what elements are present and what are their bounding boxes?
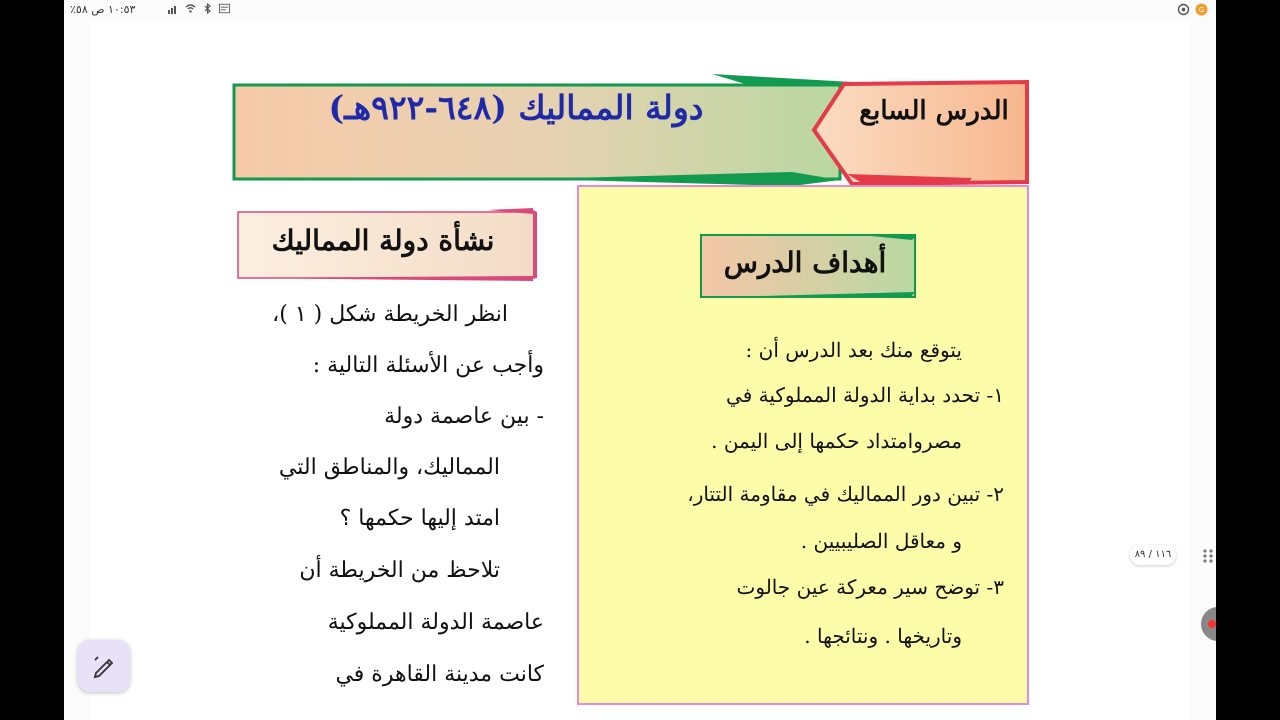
goals-title: أهداف الدرس [723, 246, 887, 279]
page-indicator[interactable]: ١١٦ / ٨٩ [1130, 545, 1176, 565]
lesson-number-label: الدرس السابع [859, 96, 1009, 126]
goals-line-3: ٢- تبين دور المماليك في مقاومة التتار، [687, 482, 1004, 506]
goals-intro: يتوقع منك بعد الدرس أن : [745, 338, 962, 362]
svg-text:G: G [1198, 6, 1205, 14]
record-indicator-icon [1208, 620, 1216, 628]
goals-line-6: وتاريخها . ونتائجها . [804, 624, 962, 648]
sync-icon[interactable] [1177, 3, 1190, 16]
origin-line-3: - بين عاصمة دولة [384, 404, 544, 429]
reader-screen [64, 0, 1216, 720]
origin-line-6: تلاحظ من الخريطة أن [299, 558, 500, 583]
goals-line-1: ١- تحدد بداية الدولة المملوكية في [726, 383, 1004, 407]
bluetooth-icon [202, 3, 213, 14]
notification-badge-icon[interactable] [1195, 3, 1208, 16]
pen-icon [78, 640, 130, 692]
origin-line-5: امتد إليها حكمها ؟ [339, 506, 500, 531]
screen-cast-icon [219, 3, 230, 14]
origin-line-4: المماليك، والمناطق التي [278, 455, 500, 480]
status-time-battery: ١٠:٥٣ ص ٥٨٪ [70, 3, 136, 16]
signal-icon [168, 3, 179, 14]
goals-line-2: مصروامتداد حكمها إلى اليمن . [711, 429, 962, 453]
goals-line-5: ٣- توضح سير معركة عين جالوت [736, 575, 1004, 599]
status-icons [168, 3, 230, 14]
status-bar [64, 0, 1216, 22]
edit-pen-button[interactable] [78, 640, 130, 692]
origin-line-1: انظر الخريطة شكل ( ١ )، [272, 302, 508, 327]
wifi-icon [185, 3, 196, 14]
goals-line-4: و معاقل الصليبيين . [800, 529, 962, 553]
origin-section-title: نشأة دولة المماليك [271, 224, 495, 257]
drag-grip-icon[interactable] [1201, 548, 1215, 564]
origin-line-2: وأجب عن الأسئلة التالية : [312, 353, 544, 378]
lesson-title: دولة المماليك (٦٤٨-٩٢٢هـ) [328, 88, 704, 127]
top-right-icons [1177, 3, 1208, 16]
origin-line-7: عاصمة الدولة المملوكية [327, 610, 544, 635]
origin-line-8: كانت مدينة القاهرة في [335, 662, 544, 687]
